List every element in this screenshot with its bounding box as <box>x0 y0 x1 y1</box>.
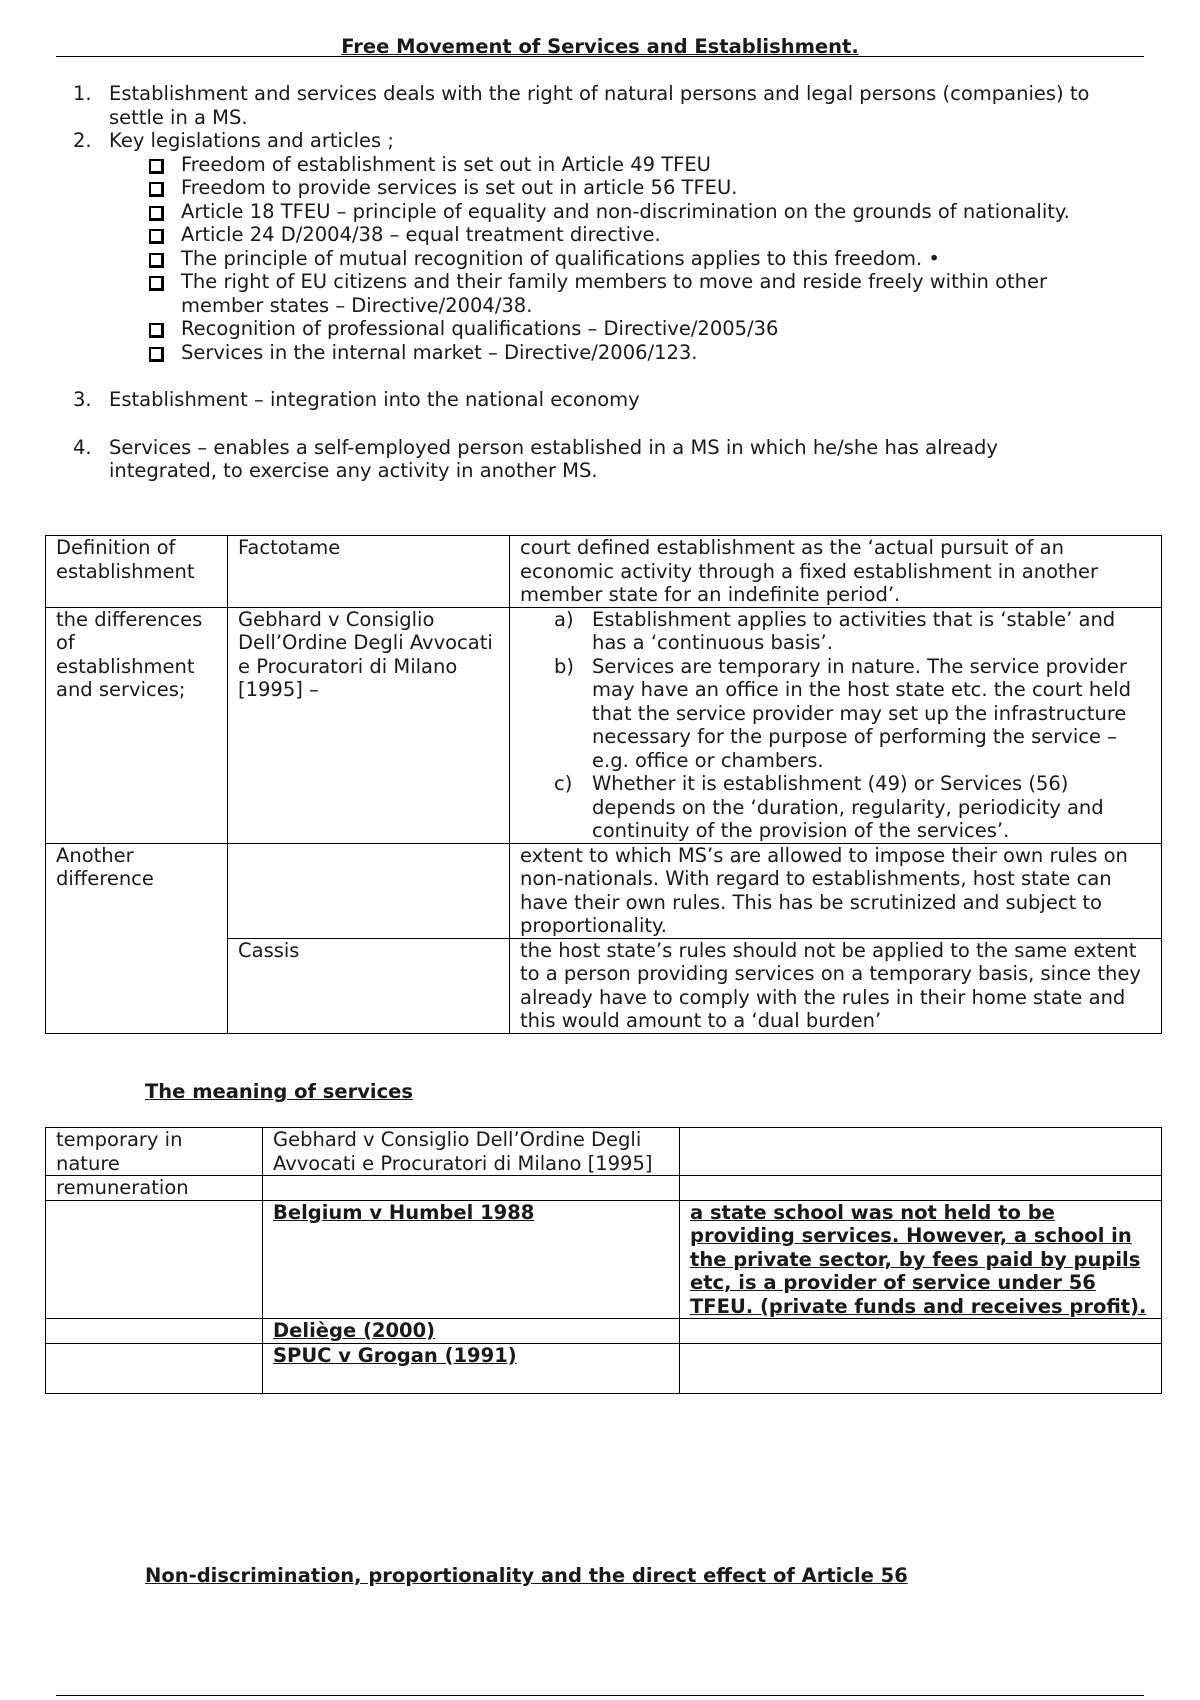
bullet-item: Freedom to provide services is set out in article 56 TFEU. <box>109 176 1100 200</box>
table-cell <box>46 1200 263 1319</box>
non-discrimination-heading: Non-discrimination, proportionality and the direct effect of Article 56 <box>145 1564 908 1587</box>
table-cell: Definition of establishment <box>46 536 228 608</box>
checkbox-bullet-icon <box>149 347 164 362</box>
title-rule <box>56 56 1144 57</box>
list-item-1 <box>0 82 1100 129</box>
table-cell: Another difference <box>46 843 228 1033</box>
list-item-2 <box>0 129 1100 364</box>
table-row <box>46 1176 1162 1201</box>
bullet-item: Article 18 TFEU – principle of equality and non-discrimination on the grounds of nationality. <box>109 200 1100 224</box>
list-spacer <box>0 412 1100 436</box>
table-cell <box>228 843 510 938</box>
table-cell <box>46 1343 263 1393</box>
table-row <box>46 1343 1162 1393</box>
table-cell: Cassis <box>228 938 510 1033</box>
list-number: 4. <box>73 435 92 459</box>
establishment-table <box>45 535 1162 1034</box>
legislation-bullets <box>109 153 1100 365</box>
footer-rule <box>56 1695 1144 1696</box>
checkbox-bullet-icon <box>149 159 164 174</box>
main-list <box>0 82 1100 483</box>
table-row <box>46 1319 1162 1344</box>
table-row <box>46 843 1162 938</box>
bullet-item: Article 24 D/2004/38 – equal treatment directive. <box>109 223 1100 247</box>
table-cell <box>680 1176 1162 1201</box>
bullet-item: Freedom of establishment is set out in Article 49 TFEU <box>109 153 1100 177</box>
checkbox-bullet-icon <box>149 253 164 268</box>
checkbox-bullet-icon <box>149 323 164 338</box>
meaning-of-services-heading: The meaning of services <box>145 1080 414 1103</box>
table-cell <box>680 1319 1162 1344</box>
table-cell: Gebhard v Consiglio Dell’Ordine Degli Avvocati e Procuratori di Milano [1995] – <box>228 607 510 843</box>
list-text: Services – enables a self-employed person established in a MS in which he/she has already integrated, to exercise any activity in another MS. <box>109 435 998 482</box>
list-number: 2. <box>73 129 92 152</box>
checkbox-bullet-icon <box>149 182 164 197</box>
table-cell: court defined establishment as the ‘actual pursuit of an economic activity through a fixed establishment in another member state for an indefinite period’. <box>510 536 1162 608</box>
checkbox-bullet-icon <box>149 229 164 244</box>
table-cell: temporary in nature <box>46 1128 263 1176</box>
table-cell: extent to which MS’s are allowed to impose their own rules on non-nationals. With regard to establishments, host state can have their own rules. This has be scrutinized and subject to proportionality. <box>510 843 1162 938</box>
table-cell: remuneration <box>46 1176 263 1201</box>
table-cell: Factotame <box>228 536 510 608</box>
checkbox-bullet-icon <box>149 276 164 291</box>
table-cell: the host state’s rules should not be applied to the same extent to a person providing services on a temporary basis, since they already have to comply with the rules in their home state and this would amount to a ‘dual burden’ <box>510 938 1162 1033</box>
list-text: Establishment – integration into the national economy <box>109 388 640 411</box>
document-title: Free Movement of Services and Establishment. <box>341 35 859 58</box>
bullet-item: Recognition of professional qualifications – Directive/2005/36 <box>109 317 1100 341</box>
table-cell: Deliège (2000) <box>263 1319 680 1344</box>
bullet-item: The principle of mutual recognition of qualifications applies to this freedom. • <box>109 247 1100 271</box>
table-cell <box>510 607 1162 843</box>
bullet-item: The right of EU citizens and their family members to move and reside freely within other member states – Directive/2004/38. <box>109 270 1100 317</box>
table-row <box>46 607 1162 843</box>
table-cell: a state school was not held to be providing services. However, a school in the private sector, by fees paid by pupils etc, is a provider of service under 56 TFEU. (private funds and receives profit). <box>680 1200 1162 1319</box>
list-number: 1. <box>73 82 92 105</box>
list-item: b) Services are temporary in nature. The service provider may have an office in the host state etc. the court held that the service provider may set up the infrastructure necessary for the purpose of performing the service – e.g. office or chambers. <box>554 654 1131 772</box>
table-cell <box>680 1343 1162 1393</box>
table-cell: Gebhard v Consiglio Dell’Ordine Degli Avvocati e Procuratori di Milano [1995] <box>263 1128 680 1176</box>
meaning-of-services-table <box>45 1127 1162 1394</box>
table-row <box>46 536 1162 608</box>
list-item: c) Whether it is establishment (49) or Services (56) depends on the ‘duration, regularity, periodicity and continuity of the provision of the services’. <box>554 772 1104 842</box>
list-text: Establishment and services deals with the right of natural persons and legal persons (companies) to settle in a MS. <box>109 82 1090 129</box>
list-spacer <box>0 364 1100 388</box>
differences-list <box>520 608 1151 843</box>
table-row <box>46 1200 1162 1319</box>
list-text: Key legislations and articles ; <box>109 129 394 152</box>
checkbox-bullet-icon <box>149 206 164 221</box>
table-row <box>46 1128 1162 1176</box>
list-item-4 <box>0 436 1100 483</box>
list-number: 3. <box>73 388 92 411</box>
table-cell: SPUC v Grogan (1991) <box>263 1343 680 1393</box>
table-cell <box>263 1176 680 1201</box>
table-cell: the differences of establishment and services; <box>46 607 228 843</box>
list-item-3 <box>0 388 1100 412</box>
table-cell <box>680 1128 1162 1176</box>
table-cell <box>46 1319 263 1344</box>
list-item: a) Establishment applies to activities that is ‘stable’ and has a ‘continuous basis’. <box>554 607 1116 654</box>
table-cell: Belgium v Humbel 1988 <box>263 1200 680 1319</box>
bullet-item: Services in the internal market – Directive/2006/123. <box>109 341 1100 365</box>
